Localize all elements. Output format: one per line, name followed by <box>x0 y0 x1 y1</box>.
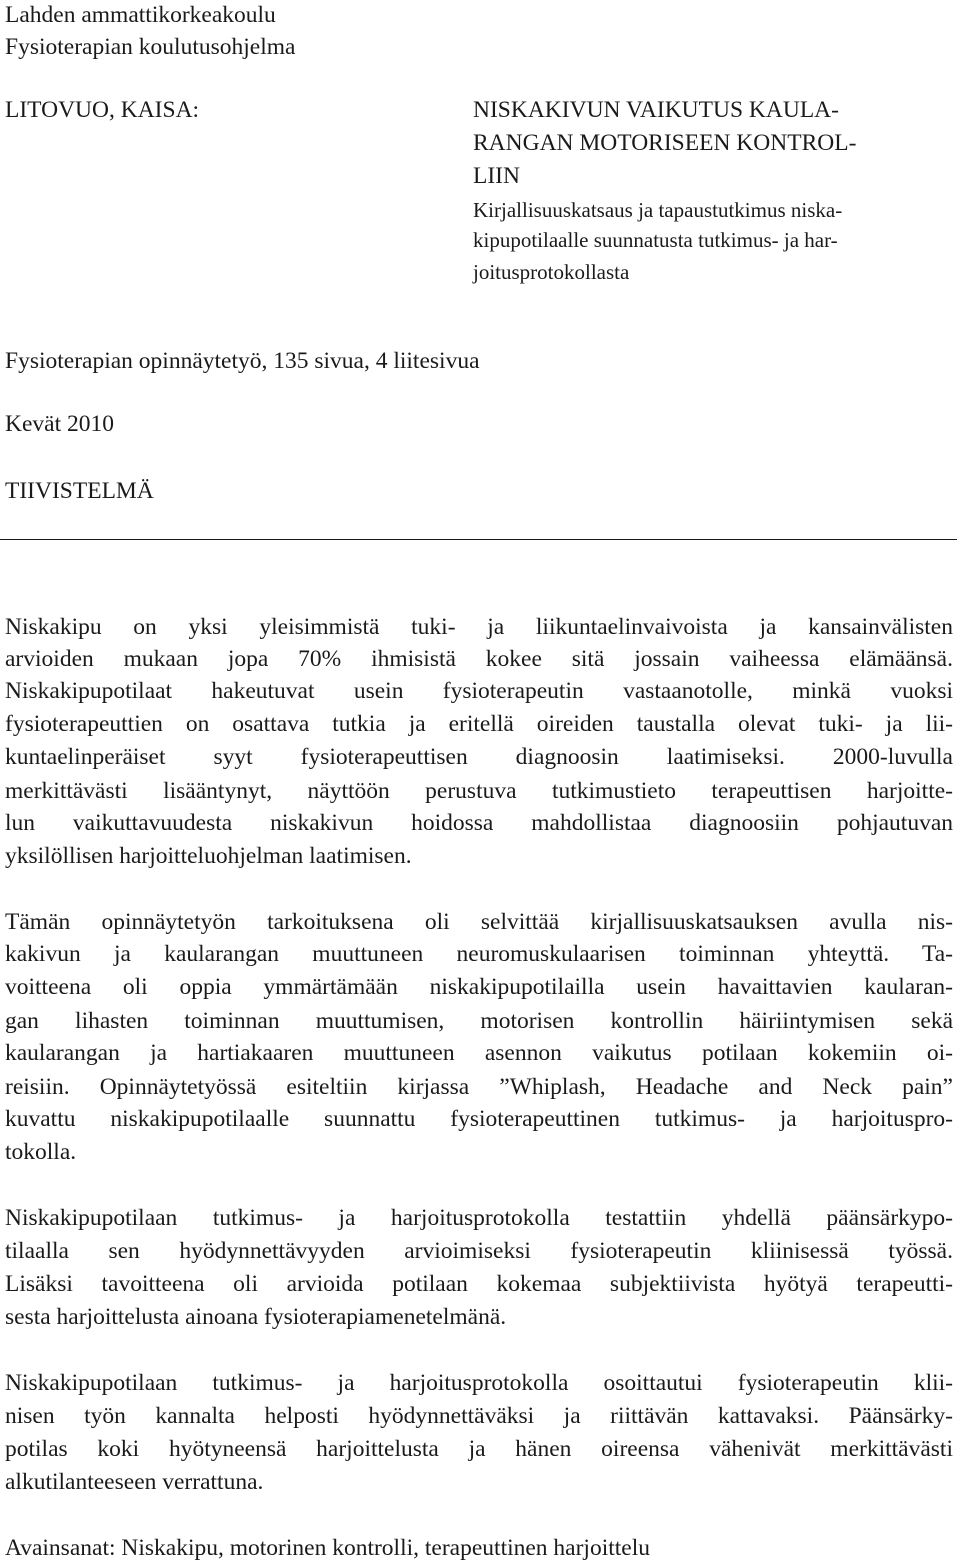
text-line: arvioiden mukaan jopa 70% ihmisistä kokee sitä jossain vaiheessa elämäänsä. <box>5 646 953 672</box>
text-line: Niskakipupotilaan tutkimus- ja harjoitusprotokolla testattiin yhdellä päänsärkypo- <box>5 1205 953 1231</box>
text-line: Tämän opinnäytetyön tarkoituksena oli selvittää kirjallisuuskatsauksen avulla nis- <box>5 909 953 935</box>
text-line: merkittävästi lisääntynyt, näyttöön perustuva tutkimustieto terapeuttisen harjoitte- <box>5 778 953 804</box>
text-line: Niskakipupotilaat hakeutuvat usein fysioterapeutin vastaanotolle, minkä vuoksi <box>5 678 953 704</box>
text-line: kuvattu niskakipupotilaalle suunnattu fysioterapeuttinen tutkimus- ja harjoituspro- <box>5 1106 953 1132</box>
keywords: Avainsanat: Niskakipu, motorinen kontrolli, terapeuttinen harjoittelu <box>5 1535 651 1561</box>
thesis-title-line-1: NISKAKIVUN VAIKUTUS KAULA- <box>473 97 839 123</box>
text-line: tilaalla sen hyödynnettävyyden arvioimiseksi fysioterapeutin kliinisessä työssä. <box>5 1238 953 1264</box>
thesis-subtitle-line-2: kipupotilaalle suunnatusta tutkimus- ja har- <box>473 228 838 252</box>
text-line: yksilöllisen harjoitteluohjelman laatimisen. <box>5 843 412 869</box>
text-line: sesta harjoittelusta ainoana fysioterapiamenetelmänä. <box>5 1304 507 1330</box>
text-line: Lisäksi tavoitteena oli arvioida potilaan kokemaa subjektiivista hyötyä terapeutti- <box>5 1271 953 1297</box>
thesis-subtitle-line-1: Kirjallisuuskatsaus ja tapaustutkimus niska- <box>473 198 843 222</box>
text-line: potilas koki hyötyneensä harjoittelusta ja hänen oireensa vähenivät merkittävästi <box>5 1436 953 1462</box>
institution-name: Lahden ammattikorkeakoulu <box>5 2 276 28</box>
text-line: Niskakipu on yksi yleisimmistä tuki- ja liikuntaelinvaivoista ja kansainvälisten <box>5 614 953 640</box>
text-line: lun vaikuttavuudesta niskakivun hoidossa mahdollistaa diagnoosiin pohjautuvan <box>5 810 953 836</box>
section-heading: TIIVISTELMÄ <box>5 478 154 504</box>
thesis-title-line-3: LIIN <box>473 163 520 189</box>
text-line: alkutilanteeseen verrattuna. <box>5 1469 264 1495</box>
program-name: Fysioterapian koulutusohjelma <box>5 34 296 60</box>
term: Kevät 2010 <box>5 411 114 437</box>
text-line: fysioterapeuttien on osattava tutkia ja eritellä oireiden taustalla olevat tuki- ja lii- <box>5 711 953 737</box>
text-line: nisen työn kannalta helposti hyödynnettäväksi ja riittävän kattavaksi. Päänsärky- <box>5 1403 953 1429</box>
text-line: gan lihasten toiminnan muuttumisen, motorisen kontrollin häiriintymisen sekä <box>5 1008 953 1034</box>
thesis-info: Fysioterapian opinnäytetyö, 135 sivua, 4 liitesivua <box>5 348 480 374</box>
text-line: Niskakipupotilaan tutkimus- ja harjoitusprotokolla osoittautui fysioterapeutin klii- <box>5 1370 953 1396</box>
thesis-title-line-2: RANGAN MOTORISEEN KONTROL- <box>473 130 857 156</box>
text-line: voitteena oli oppia ymmärtämään niskakipupotilailla usein havaittavien kaularan- <box>5 974 953 1000</box>
divider <box>0 539 957 540</box>
author-name: LITOVUO, KAISA: <box>5 97 200 123</box>
thesis-subtitle-line-3: joitusprotokollasta <box>473 260 630 284</box>
text-line: kuntaelinperäiset syyt fysioterapeuttisen diagnoosin laatimiseksi. 2000-luvulla <box>5 744 953 770</box>
text-line: reisiin. Opinnäytetyössä esiteltiin kirjassa ”Whiplash, Headache and Neck pain” <box>5 1074 953 1100</box>
text-line: kaularangan ja hartiakaaren muuttuneen asennon vaikutus potilaan kokemiin oi- <box>5 1040 953 1066</box>
text-line: kakivun ja kaularangan muuttuneen neuromuskulaarisen toiminnan yhteyttä. Ta- <box>5 941 953 967</box>
text-line: tokolla. <box>5 1139 77 1165</box>
